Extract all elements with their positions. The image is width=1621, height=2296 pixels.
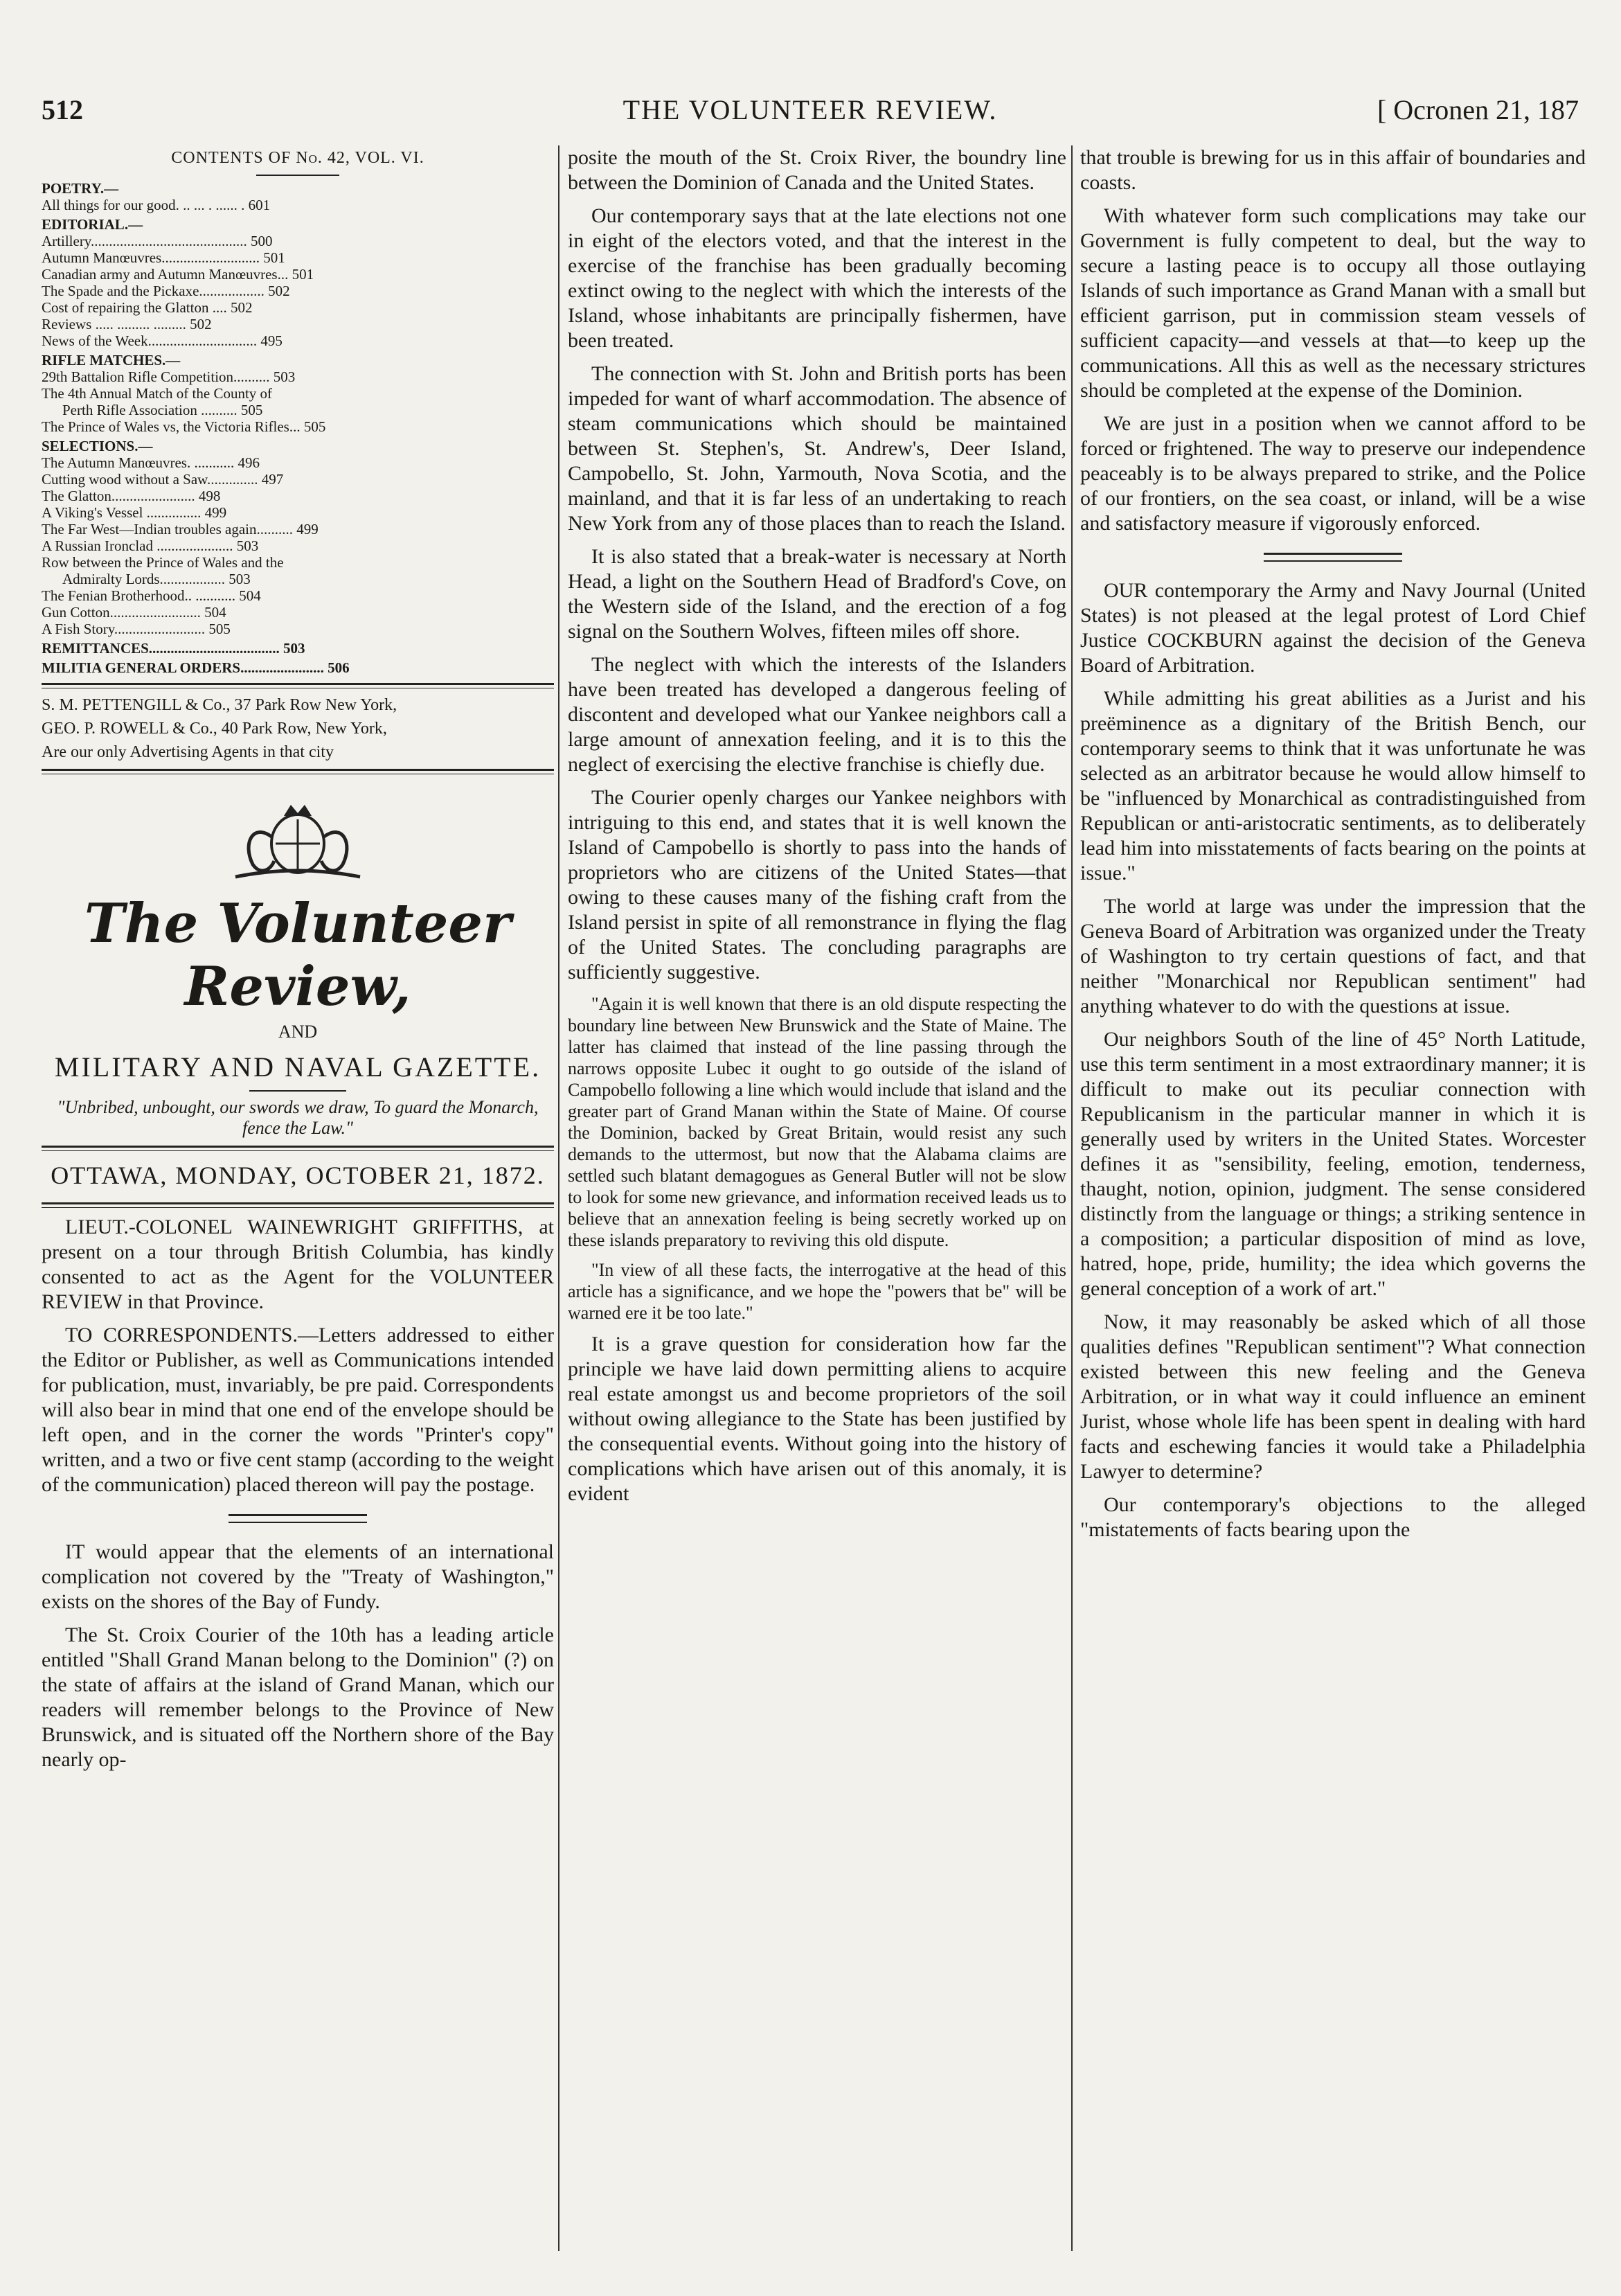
column-rule-2 xyxy=(1071,145,1073,2251)
running-title: THE VOLUNTEER REVIEW. xyxy=(623,94,998,125)
article-paragraph: LIEUT.-COLONEL WAINEWRIGHT GRIFFITHS, at present on a tour through British Columbia, has kindly consented to act as the Agent for the VOLUNTEER REVIEW in that Province. xyxy=(42,1216,554,1313)
article-paragraph: IT would appear that the elements of an international complication not covered by the "Treaty of Washington," exists on the shores of the Bay of Fundy. xyxy=(42,1540,554,1613)
article-paragraph: The neglect with which the interests of the Islanders have been treated has developed a dangerous feeling of discontent and developed what our Yankee neighbors call a large amount of annexation feeling, and it is to this the neglect of exercising the elective franchise is chiefly due. xyxy=(568,653,1066,776)
masthead-motto: "Unbribed, unbought, our swords we draw, To guard the Monarch, fence the Law." xyxy=(57,1097,539,1138)
divider xyxy=(42,1202,554,1208)
divider xyxy=(42,769,554,774)
column-2 xyxy=(568,145,1066,1515)
article-paragraph: Our neighbors South of the line of 45° North Latitude, use this term sentiment in a most extraordinary manner; it is difficult to make out its peculiar connection with Republicanism in the particular manner in which it is generally used by writers in the United States. Worcester defines it as "sensibility, feeling, emotion, tenderness, thaught, notion, opinion, judgment. The sense considered distinctly from the language or things; a striking sentence in a composition; a particular disposition of mind as love, hatred, hope, pride, humility; the idea which governs the general conception of a work of art." xyxy=(1080,1028,1586,1300)
article-paragraph: Our contemporary's objections to the alleged "mistatements of facts bearing upon the xyxy=(1080,1493,1586,1541)
toc-line: The Far West—Indian troubles again.......... 499 xyxy=(42,521,319,537)
article-paragraph: The St. Croix Courier of the 10th has a leading article entitled "Shall Grand Manan belong to the Dominion" (?) on the state of affairs at the island of Grand Manan, which our readers will remember belongs to the Province of New Brunswick, and is situated off the Northern shore of the Bay nearly op- xyxy=(42,1623,554,1771)
contents-title: CONTENTS OF No. 42, VOL. VI. xyxy=(171,149,424,167)
toc-line: All things for our good. .. ... . ...... . 601 xyxy=(42,197,271,213)
toc-line: The Spade and the Pickaxe.................. 502 xyxy=(42,283,290,299)
article-paragraph: Now, it may reasonably be asked which of all those qualities defines "Republican sentiment"? What connection existed between this new feeling and the Geneva Arbitration, or in what way it could influence an eminent Jurist, whose whole life has been spent in dealing with hard facts and eschewing fancies it would take a Philadelphia Lawyer to determine? xyxy=(1080,1310,1586,1483)
article-paragraph: The Courier openly charges our Yankee neighbors with intriguing to this end, and states that it is well known the Island of Campobello is shortly to pass into the hands of proprietors who are citizens of the United States—that owing to these causes many of the fishing craft from the Island persist in spite of all remonstrance in flying the flag of the United States. The concluding paragraphs are sufficiently suggestive. xyxy=(568,786,1066,984)
article-paragraph: posite the mouth of the St. Croix River, the boundry line between the Dominion of Canada and the United States. xyxy=(568,146,1066,194)
quoted-paragraph: "In view of all these facts, the interrogative at the head of this article has a significance, and we hope the "powers that be" will be warned ere it be too late." xyxy=(568,1260,1066,1323)
royal-crest-icon xyxy=(215,795,381,885)
toc-line: A Russian Ironclad ..................... 503 xyxy=(42,537,259,554)
toc-line: Admiralty Lords.................. 503 xyxy=(62,571,251,587)
ornamental-divider xyxy=(229,1514,367,1523)
article-paragraph: While admitting his great abilities as a Jurist and his preëminence as a dignitary of the British Bench, our contemporary seems to think that it was unfortunate he was selected as an arbitrator because he would allow himself to be "influenced by Monarchical as contradistinguished from Republican or anti-aristocratic sentiments, as to deliberately lead him into misstatements of facts bearing on the points at issue." xyxy=(1080,687,1586,884)
toc-line: SELECTIONS.— xyxy=(42,438,153,454)
toc-line: Reviews ..... ......... ......... 502 xyxy=(42,316,212,332)
quoted-paragraph: "Again it is well known that there is an old dispute respecting the boundary line between New Brunswick and the State of Maine. The latter has claimed that instead of the line passing through the narrows opposite Lubec it ought to go outside of the island of Campobello following a line which would include that island and the greater part of Grand Manan within the State of Maine. Of course the Dominion, backed by Great Britain, would resist any such demands to the uttermost, but now that the Alabama claims are settled such blatant demagogues as General Butler will not be slow to look for some new grievance, and information received leads us to believe that an annexation feeling is being secretly worked up on these islands preparatory to reviving this old dispute. xyxy=(568,994,1066,1250)
article-paragraph: Our contemporary says that at the late elections not one in eight of the electors voted, and that the interest in the exercise of the franchise has been gradually becoming extinct owing to the neglect with which the interests of the Island, whose inhabitants are principally fishermen, have been treated. xyxy=(568,204,1066,352)
divider xyxy=(42,1146,554,1151)
issue-dateline: OTTAWA, MONDAY, OCTOBER 21, 1872. xyxy=(51,1162,545,1189)
ornamental-divider xyxy=(1264,553,1402,562)
page-header xyxy=(42,94,1579,135)
toc-line: The Fenian Brotherhood.. ........... 504 xyxy=(42,587,261,604)
masthead-subtitle: MILITARY AND NAVAL GAZETTE. xyxy=(54,1051,541,1083)
article-paragraph: We are just in a position when we cannot afford to be forced or frightened. The way to preserve our independence peaceably is to be always prepared to strike, and the Police of our frontiers, on the sea coast, or inland, will be a wise and satisfactory measure if vigorously enforced. xyxy=(1080,412,1586,535)
column-rule-1 xyxy=(558,145,559,2251)
article-paragraph: OUR contemporary the Army and Navy Journal (United States) is not pleased at the legal protest of Lord Chief Justice COCKBURN against the decision of the Geneva Board of Arbitration. xyxy=(1080,579,1586,677)
article-paragraph: With whatever form such complications may take our Government is fully competent to deal, but the way to secure a lasting peace is to occupy all those outlaying Islands of such importance as Grand Manan with a small but efficient garrison, put in commission steam vessels of sufficient capacity—and vessels at that—to keep up the communications. All this as well as the necessary strictures should be completed at the expense of the Dominion. xyxy=(1080,204,1586,402)
column-1 xyxy=(42,145,554,1781)
toc-line: Cost of repairing the Glatton .... 502 xyxy=(42,299,253,316)
toc-line: MILITIA GENERAL ORDERS....................... 506 xyxy=(42,659,350,676)
toc-line: REMITTANCES.................................... 503 xyxy=(42,640,305,657)
toc-line: Artillery........................................... 500 xyxy=(42,233,273,249)
contents-box xyxy=(42,145,554,676)
agent-line: GEO. P. ROWELL & Co., 40 Park Row, New York, xyxy=(42,720,387,738)
toc-line: A Viking's Vessel ............... 499 xyxy=(42,504,227,521)
toc-line: Autumn Manœuvres........................... 501 xyxy=(42,249,285,266)
masthead-title: The Volunteer Review, xyxy=(84,892,512,1018)
toc-line: POETRY.— xyxy=(42,180,119,197)
article-paragraph: It is a grave question for consideration how far the principle we have laid down permitting aliens to acquire real estate amongst us and become proprietors of the soil without owing allegiance to the State has been justified by the consequential events. Without going into the history of complications which have arisen out of this anomaly, it is evident xyxy=(568,1333,1066,1505)
article-paragraph: that trouble is brewing for us in this affair of boundaries and coasts. xyxy=(1080,146,1586,194)
toc-line: Canadian army and Autumn Manœuvres... 501 xyxy=(42,266,314,283)
page-number: 512 xyxy=(42,94,83,125)
toc-line: Cutting wood without a Saw.............. 497 xyxy=(42,471,284,488)
agent-line: Are our only Advertising Agents in that city xyxy=(42,743,334,761)
running-date: [ Ocronen 21, 187 xyxy=(1377,94,1579,125)
toc-line: Perth Rifle Association .......... 505 xyxy=(62,402,263,418)
divider xyxy=(42,683,554,688)
article-paragraph: The connection with St. John and British ports has been impeded for want of wharf accommodation. The absence of steam communications which should be maintained between St. Stephen's, St. Andrew's, Deer Island, Campobello, St. John, Yarmouth, Nova Scotia, and the mainland, and that it is far less of an undertaking to reach New York from any of those places than to reach the Island. xyxy=(568,362,1066,535)
toc-line: Row between the Prince of Wales and the xyxy=(42,554,284,571)
article-paragraph: The world at large was under the impression that the Geneva Board of Arbitration was organized under the Treaty of Washington to try certain questions of fact, and that neither "Monarchical nor Republican sentiment" had anything whatever to do with the questions at issue. xyxy=(1080,895,1586,1017)
toc-line: The 4th Annual Match of the County of xyxy=(42,385,273,402)
article-paragraph: It is also stated that a break-water is necessary at North Head, a light on the Southern Head of Bradford's Cove, on the Western side of the Island, and the erection of a fog signal on the Southern Wolves, fifteen miles off shore. xyxy=(568,545,1066,643)
article-paragraph: TO CORRESPONDENTS.—Letters addressed to either the Editor or Publisher, as well as Communications intended for publication, must, invariably, be pre paid. Correspondents will also bear in mind that one end of the envelope should be left open, and in the corner the words "Printer's copy" written, and a two or five cent stamp (according to the weight of the communication) placed thereon will pay the postage. xyxy=(42,1324,554,1496)
toc-line: RIFLE MATCHES.— xyxy=(42,352,181,368)
toc-line: The Prince of Wales vs, the Victoria Rifles... 505 xyxy=(42,418,326,435)
toc-line: The Glatton....................... 498 xyxy=(42,488,221,504)
toc-line: Gun Cotton......................... 504 xyxy=(42,604,226,621)
toc-line: News of the Week.............................. 495 xyxy=(42,332,283,349)
toc-line: The Autumn Manœuvres. ........... 496 xyxy=(42,454,260,471)
agent-line: S. M. PETTENGILL & Co., 37 Park Row New York, xyxy=(42,696,397,714)
toc-line: A Fish Story......................... 505 xyxy=(42,621,231,637)
toc-line: EDITORIAL.— xyxy=(42,216,143,233)
masthead-and: AND xyxy=(278,1022,318,1042)
toc-line: 29th Battalion Rifle Competition.......... 503 xyxy=(42,368,296,385)
column-3 xyxy=(1080,145,1586,1551)
